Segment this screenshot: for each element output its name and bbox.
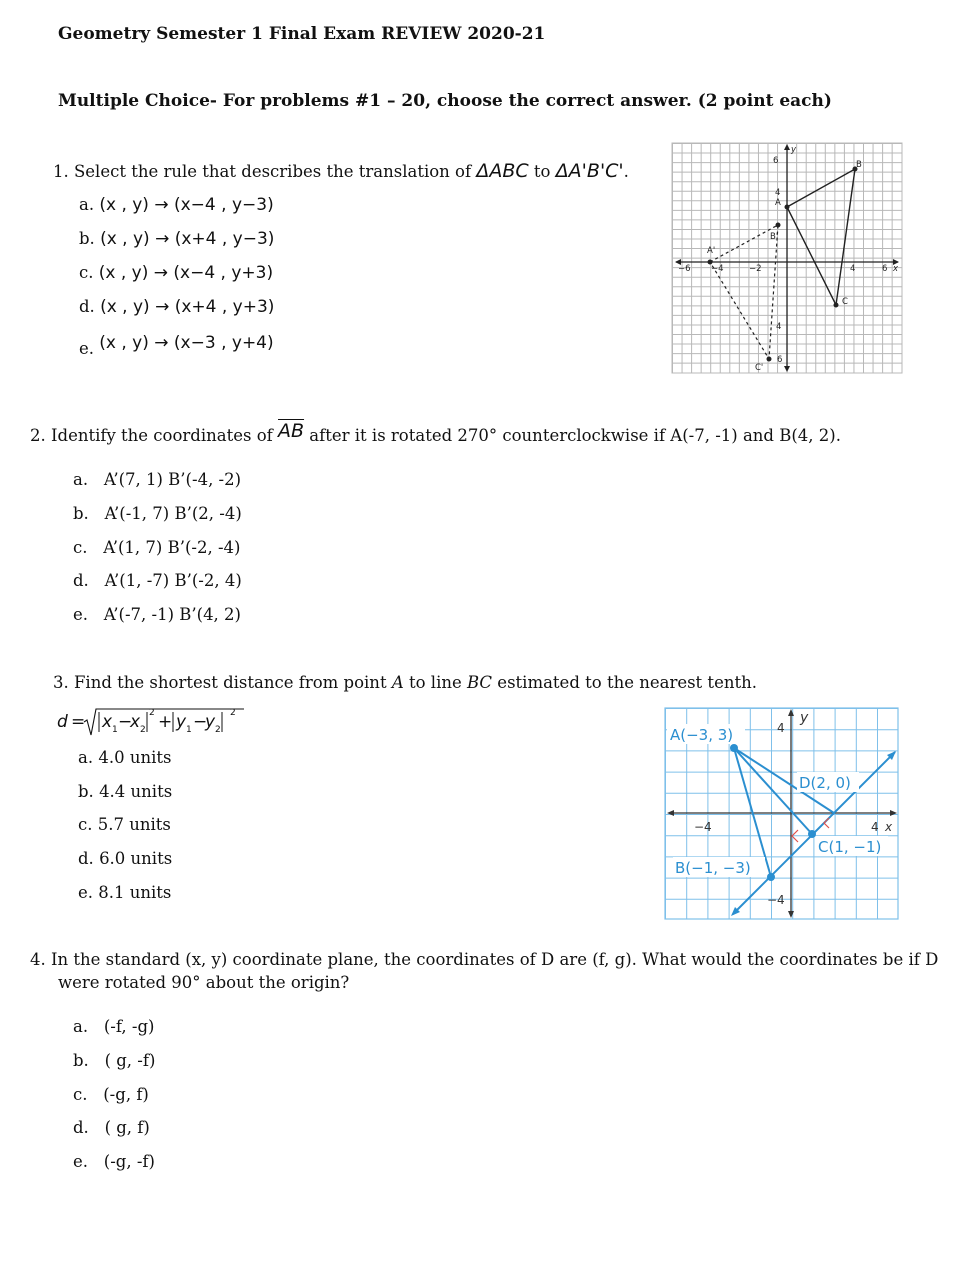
g3-label-b: B(−1, −3) bbox=[675, 859, 751, 877]
question-1-period: . bbox=[623, 162, 629, 181]
g3-tick-4x: 4 bbox=[871, 820, 879, 834]
q4-option-c-letter: c. bbox=[73, 1085, 88, 1104]
g1-tick-y6: 6 bbox=[773, 156, 779, 166]
g1-label-c-prime: C' bbox=[755, 363, 764, 373]
q1-option-d-letter: d. bbox=[79, 297, 95, 316]
q4-option-c[interactable] bbox=[73, 1085, 149, 1104]
q3-option-a[interactable] bbox=[78, 748, 171, 767]
q3-option-b[interactable] bbox=[78, 782, 172, 801]
formula-exp-2: 2 bbox=[230, 708, 236, 718]
q3-option-c-letter: c. bbox=[78, 815, 93, 834]
point-a bbox=[785, 205, 790, 210]
q3-option-d-letter: d. bbox=[78, 849, 94, 868]
g3-tick-m4y: −4 bbox=[767, 893, 785, 907]
formula-minus-1: − bbox=[118, 712, 133, 732]
q1-option-a-rule: (x , y) → (x−4 , y−3) bbox=[99, 195, 274, 215]
translation-graph bbox=[670, 141, 904, 375]
q3-option-d-text: 6.0 units bbox=[99, 849, 173, 868]
q2-option-d-text: A’(1, -7) B’(-2, 4) bbox=[104, 571, 242, 590]
q4-option-c-text: (-g, f) bbox=[103, 1085, 149, 1104]
question-1 bbox=[53, 160, 629, 182]
q2-option-b-letter: b. bbox=[73, 504, 89, 523]
q4-option-b-letter: b. bbox=[73, 1051, 89, 1070]
question-2-text-a: 2. Identify the coordinates of bbox=[30, 426, 278, 445]
formula-x2: x bbox=[130, 712, 141, 732]
q1-option-e-letter: e. bbox=[79, 339, 95, 358]
formula-plus: + bbox=[158, 712, 173, 732]
q1-option-e[interactable] bbox=[79, 333, 274, 359]
q3-option-b-text: 4.4 units bbox=[99, 782, 173, 801]
question-3 bbox=[53, 673, 757, 692]
question-4-line-1: 4. In the standard (x, y) coordinate plane, the coordinates of D are (f, g). What would the coordinates be if D bbox=[30, 950, 939, 969]
g3-x-label: x bbox=[885, 820, 893, 834]
q1-option-d[interactable] bbox=[79, 297, 274, 317]
g3-y-label: y bbox=[800, 710, 809, 726]
q1-option-b[interactable] bbox=[79, 229, 274, 249]
g1-tick-y4: 4 bbox=[775, 188, 781, 198]
q2-option-d[interactable] bbox=[73, 571, 242, 590]
q1-option-e-rule: (x , y) → (x−3 , y+4) bbox=[99, 333, 274, 353]
formula-d: d bbox=[57, 712, 68, 732]
g1-label-a-prime: A' bbox=[707, 246, 716, 256]
g1-tick-xm2: −2 bbox=[749, 264, 762, 274]
question-3-text-b: to line bbox=[403, 673, 467, 692]
question-3-text-a: 3. Find the shortest distance from point bbox=[53, 673, 392, 692]
g3-label-a: A(−3, 3) bbox=[670, 726, 734, 744]
q4-option-a-text: (-f, -g) bbox=[103, 1017, 155, 1036]
q3-option-a-text: 4.0 units bbox=[98, 748, 172, 767]
q2-option-b-text: A’(-1, 7) B’(2, -4) bbox=[104, 504, 242, 523]
triangle-abc-prime: ΔA'B'C' bbox=[555, 160, 624, 182]
g1-tick-x6: 6 bbox=[882, 264, 888, 274]
q2-option-a[interactable] bbox=[73, 470, 241, 489]
g1-tick-xm4: −4 bbox=[711, 264, 724, 274]
g3-point-c bbox=[808, 830, 816, 838]
q1-option-a-letter: a. bbox=[79, 195, 95, 214]
q2-option-c[interactable] bbox=[73, 538, 240, 557]
graph-3-x-arrow bbox=[890, 810, 897, 816]
g3-tick-m4x: −4 bbox=[694, 820, 712, 834]
q3-option-b-letter: b. bbox=[78, 782, 94, 801]
q1-option-d-rule: (x , y) → (x+4 , y+3) bbox=[100, 297, 275, 317]
g3-label-c: C(1, −1) bbox=[818, 838, 882, 856]
q4-option-d-letter: d. bbox=[73, 1118, 89, 1137]
point-b-prime bbox=[776, 223, 781, 228]
question-1-text: 1. Select the rule that describes the translation of bbox=[53, 162, 477, 181]
question-3-text-c: estimated to the nearest tenth. bbox=[492, 673, 757, 692]
distance-graph bbox=[663, 706, 900, 921]
q2-option-d-letter: d. bbox=[73, 571, 89, 590]
formula-y2-sub: 2 bbox=[215, 725, 221, 735]
q4-option-b[interactable] bbox=[73, 1051, 155, 1070]
q3-option-c[interactable] bbox=[78, 815, 171, 834]
line-bc-ref: BC bbox=[467, 673, 493, 692]
q4-option-e-text: (-g, -f) bbox=[103, 1152, 155, 1171]
formula-y1: y bbox=[176, 712, 187, 732]
q2-option-e[interactable] bbox=[73, 605, 241, 624]
g3-tick-4y: 4 bbox=[777, 721, 785, 735]
q2-option-c-text: A’(1, 7) B’(-2, -4) bbox=[103, 538, 241, 557]
q4-option-e-letter: e. bbox=[73, 1152, 89, 1171]
g1-label-c: C bbox=[842, 297, 848, 307]
graph-1-y-arrow-down bbox=[784, 366, 790, 372]
q3-option-e[interactable] bbox=[78, 883, 171, 902]
q4-option-d[interactable] bbox=[73, 1118, 150, 1137]
distance-formula bbox=[54, 702, 254, 742]
segment-ab: $\overline{AB}$ bbox=[278, 420, 305, 442]
instructions: Multiple Choice- For problems #1 – 20, choose the correct answer. (2 point each) bbox=[58, 91, 832, 111]
g1-label-b: B bbox=[856, 160, 862, 170]
point-c bbox=[834, 303, 839, 308]
q1-option-a[interactable] bbox=[79, 195, 274, 215]
q4-option-a-letter: a. bbox=[73, 1017, 89, 1036]
q2-option-a-text: A’(7, 1) B’(-4, -2) bbox=[103, 470, 242, 489]
formula-y1-sub: 1 bbox=[186, 725, 192, 735]
q2-option-b[interactable] bbox=[73, 504, 242, 523]
q3-option-e-text: 8.1 units bbox=[98, 883, 172, 902]
page-title: Geometry Semester 1 Final Exam REVIEW 2020-21 bbox=[58, 24, 546, 44]
q3-option-e-letter: e. bbox=[78, 883, 94, 902]
q4-option-a[interactable] bbox=[73, 1017, 154, 1036]
g1-tick-ym4: 4 bbox=[776, 322, 782, 332]
g1-x-label: x bbox=[893, 264, 899, 274]
question-2 bbox=[30, 420, 841, 446]
g1-y-label: y bbox=[791, 145, 797, 155]
triangle-abc: ΔABC bbox=[476, 160, 529, 182]
g3-label-d: D(2, 0) bbox=[799, 774, 851, 792]
formula-exp-1: 2 bbox=[149, 708, 155, 718]
formula-x1-sub: 1 bbox=[112, 725, 118, 735]
g1-tick-ym6: 6 bbox=[777, 355, 783, 365]
g1-label-b-prime: B' bbox=[770, 232, 779, 242]
question-2-text-b: after it is rotated 270° counterclockwise if A(-7, -1) and B(4, 2). bbox=[304, 426, 841, 445]
q2-option-c-letter: c. bbox=[73, 538, 88, 557]
q4-option-d-text: ( g, f) bbox=[104, 1118, 150, 1137]
g3-point-a bbox=[730, 744, 738, 752]
formula-y2: y bbox=[205, 712, 216, 732]
q1-option-c[interactable] bbox=[79, 263, 273, 283]
point-c-prime bbox=[767, 357, 772, 362]
formula-x2-sub: 2 bbox=[140, 725, 146, 735]
point-a-ref: A bbox=[391, 673, 404, 692]
graph-3-x-arrow-left bbox=[667, 810, 674, 816]
g1-label-a: A bbox=[775, 198, 781, 208]
formula-x1: x bbox=[102, 712, 113, 732]
q2-option-e-letter: e. bbox=[73, 605, 89, 624]
q3-option-d[interactable] bbox=[78, 849, 172, 868]
formula-minus-2: − bbox=[193, 712, 208, 732]
q2-option-e-text: A’(-7, -1) B’(4, 2) bbox=[103, 605, 241, 624]
q3-option-c-text: 5.7 units bbox=[97, 815, 171, 834]
g3-point-b bbox=[767, 873, 775, 881]
q1-option-c-rule: (x , y) → (x−4 , y+3) bbox=[98, 263, 274, 283]
question-1-to: to bbox=[528, 162, 556, 181]
q2-option-a-letter: a. bbox=[73, 470, 89, 489]
q1-option-b-rule: (x , y) → (x+4 , y−3) bbox=[100, 229, 275, 249]
q1-option-b-letter: b. bbox=[79, 229, 95, 248]
g1-tick-xm6: −6 bbox=[678, 264, 691, 274]
q4-option-e[interactable] bbox=[73, 1152, 155, 1171]
formula-eq: = bbox=[71, 712, 86, 732]
q4-option-b-text: ( g, -f) bbox=[104, 1051, 156, 1070]
q1-option-c-letter: c. bbox=[79, 263, 94, 282]
graph-1-y-arrow bbox=[784, 144, 790, 150]
question-4-line-2: were rotated 90° about the origin? bbox=[58, 973, 350, 992]
q3-option-a-letter: a. bbox=[78, 748, 94, 767]
g1-tick-x4: 4 bbox=[850, 264, 856, 274]
